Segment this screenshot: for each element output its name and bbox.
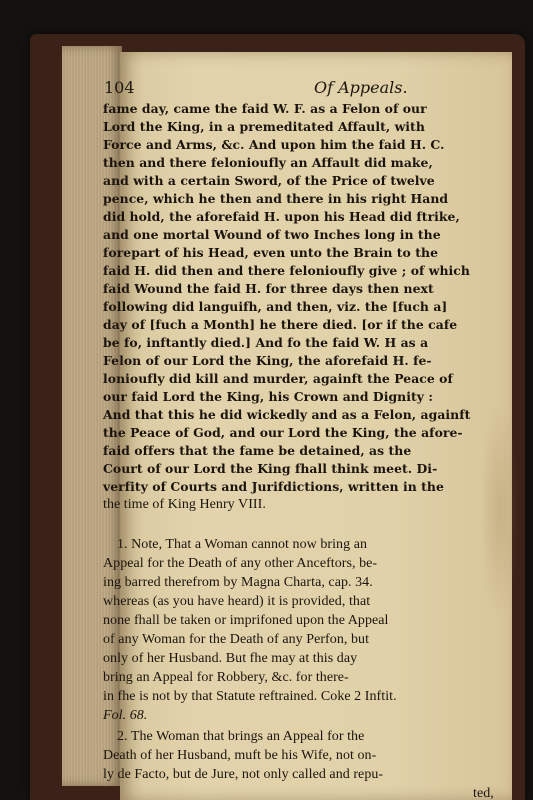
- text-line: in fhe is not by that Statute reftrained. Coke 2 Inftit.: [103, 689, 397, 704]
- text-line: forepart of his Head, even unto the Brain to the: [103, 245, 438, 260]
- text-line: faid Wound the faid H. for three days then next: [103, 281, 434, 296]
- text-line: Appeal for the Death of any other Anceftors, be-: [103, 556, 378, 571]
- text-line: the Peace of God, and our Lord the King, the afore-: [103, 425, 463, 440]
- text-line: none fhall be taken or imprifoned upon the Appeal: [103, 613, 389, 628]
- text-line: faid H. did then and there felonioufly give ; of which: [103, 263, 470, 278]
- text-line: Lord the King, in a premeditated Affault, with: [103, 119, 425, 134]
- text-line: bring an Appeal for Robbery, &c. for there-: [103, 670, 349, 685]
- text-line: Felon of our Lord the King, the aforefaid H. fe-: [103, 353, 432, 368]
- text-line: And that this he did wickedly and as a Felon, againft: [103, 407, 471, 422]
- text-line: pence, which he then and there in his right Hand: [103, 191, 449, 206]
- text-line: Force and Arms, &c. And upon him the faid H. C.: [103, 137, 445, 152]
- text-line: ted,: [473, 786, 494, 800]
- text-line: did hold, the aforefaid H. upon his Head did ftrike,: [103, 209, 460, 224]
- text-line: faid offers that the fame be detained, as the: [103, 443, 412, 458]
- text-line: following did languifh, and then, viz. the [fuch a]: [103, 299, 448, 314]
- text-line: and with a certain Sword, of the Price of twelve: [103, 173, 435, 188]
- text-line: ly de Facto, but de Jure, not only called and repu-: [103, 767, 384, 782]
- text-line: lonioufly did kill and murder, againft the Peace of: [103, 371, 453, 386]
- text-line: Death of her Husband, muft be his Wife, not on-: [103, 748, 377, 763]
- text-line: verfity of Courts and Jurifdictions, written in the: [103, 479, 444, 494]
- text-line: Fol. 68.: [103, 708, 148, 723]
- text-line: whereas (as you have heard) it is provided, that: [103, 594, 371, 609]
- text-line: and one mortal Wound of two Inches long in the: [103, 227, 441, 242]
- text-line: 2. The Woman that brings an Appeal for the: [117, 729, 365, 744]
- text-line: our faid Lord the King, his Crown and Dignity :: [103, 389, 433, 404]
- running-head: [104, 78, 524, 100]
- text-line: Court of our Lord the King fhall think meet. Di-: [103, 461, 438, 476]
- text-line: 1. Note, That a Woman cannot now bring an: [117, 537, 368, 552]
- text-line: ing barred therefrom by Magna Charta, cap. 34.: [103, 575, 373, 590]
- text-line: the time of King Henry VIII.: [103, 497, 266, 512]
- text-line: day of [fuch a Month] he there died. [or if the cafe: [103, 317, 458, 332]
- text-line: of any Woman for the Death of any Perfon, but: [103, 632, 370, 647]
- text-line: be fo, inftantly died.] And fo the faid W. H as a: [103, 335, 429, 350]
- running-title: Of Appeals.: [314, 78, 408, 97]
- text-line: then and there felonioufly an Affault did make,: [103, 155, 433, 170]
- text-line: fame day, came the faid W. F. as a Felon of our: [103, 101, 427, 116]
- text-line: only of her Husband. But fhe may at this day: [103, 651, 358, 666]
- page-number: 104: [104, 78, 135, 97]
- text-block: [103, 100, 523, 800]
